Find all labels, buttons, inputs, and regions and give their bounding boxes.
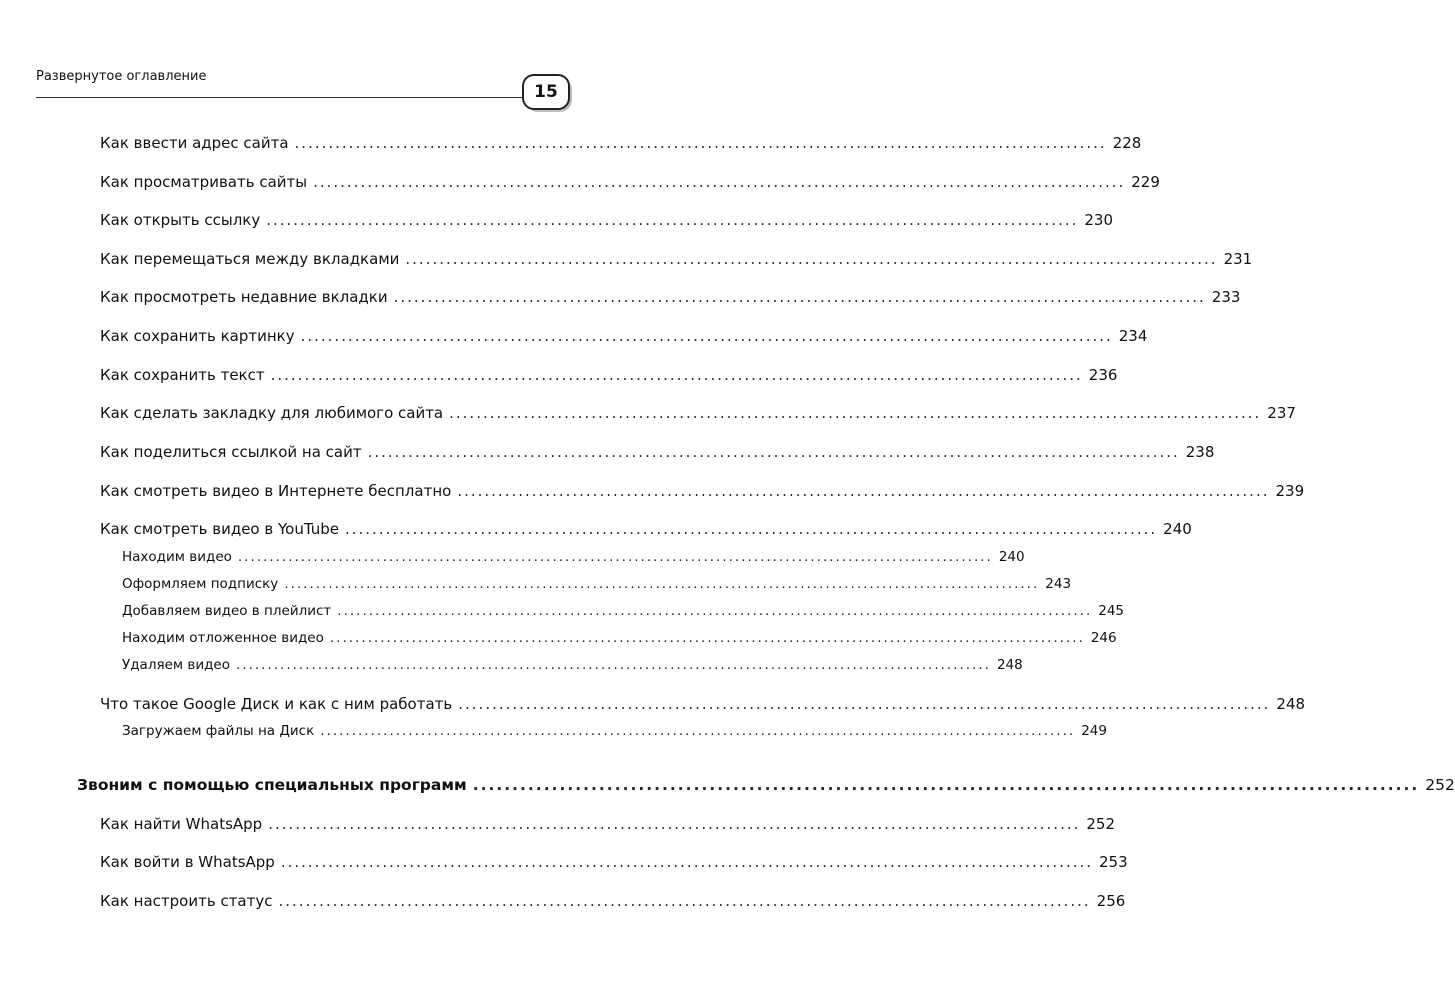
toc-title: Как сохранить текст	[100, 366, 265, 384]
toc-entry	[100, 482, 1305, 500]
dot-leader: ........................................................................................................................	[405, 250, 1218, 268]
toc-title: Как настроить статус	[100, 892, 273, 910]
toc-page: 230	[1084, 211, 1114, 229]
toc-page: 245	[1098, 603, 1125, 619]
toc-page: 240	[998, 549, 1025, 565]
toc-page: 234	[1118, 327, 1148, 345]
dot-leader: ........................................................................................................................	[237, 549, 993, 565]
toc-page: 229	[1131, 173, 1160, 191]
toc-page: 228	[1112, 134, 1142, 152]
toc-title: Добавляем видео в плейлист	[122, 603, 332, 619]
toc-page: 237	[1267, 404, 1296, 422]
toc-page: 233	[1211, 288, 1241, 306]
toc-page: 248	[996, 657, 1023, 673]
dot-leader: ........................................................................................................................	[313, 173, 1126, 191]
toc-title: Как сохранить картинку	[100, 327, 295, 345]
toc-page: 252	[1425, 776, 1455, 794]
dot-leader: ........................................................................................................................	[320, 723, 1076, 739]
toc-chapter	[77, 776, 1455, 794]
toc-subentry	[122, 630, 1117, 646]
dot-leader: ........................................................................................................................	[236, 657, 991, 673]
toc-entry	[100, 892, 1126, 910]
toc-subentry	[122, 657, 1023, 673]
toc-page: 253	[1099, 853, 1128, 871]
dot-leader: ........................................................................................................................	[367, 443, 1180, 461]
dot-leader: ........................................................................................................................	[268, 815, 1081, 833]
dot-leader: ........................................................................................................................	[266, 211, 1079, 229]
running-head: Развернутое оглавление	[36, 69, 207, 84]
toc-page: 246	[1090, 630, 1117, 646]
toc-subentry	[122, 723, 1107, 739]
toc-entry	[100, 815, 1116, 833]
toc-title: Звоним с помощью специальных программ	[77, 776, 467, 794]
page-number: 15	[522, 74, 570, 110]
dot-leader: ........................................................................................................................	[284, 576, 1040, 592]
toc-title: Как перемещаться между вкладками	[100, 250, 400, 268]
toc-page: 238	[1185, 443, 1215, 461]
toc-title: Как сделать закладку для любимого сайта	[100, 404, 444, 422]
dot-leader: ........................................................................................................................	[457, 482, 1270, 500]
dot-leader: ........................................................................................................................	[294, 134, 1107, 152]
toc-page: 236	[1088, 366, 1118, 384]
toc-title: Находим видео	[122, 549, 232, 565]
toc-title: Находим отложенное видео	[122, 630, 324, 646]
dot-leader: ........................................................................................................................	[329, 630, 1085, 646]
toc-page: 252	[1086, 815, 1116, 833]
toc-title: Как просмотреть недавние вкладки	[100, 288, 388, 306]
toc-entry	[100, 327, 1148, 345]
toc-title: Оформляем подписку	[122, 576, 279, 592]
toc-entry	[100, 853, 1128, 871]
toc-subentry	[122, 549, 1025, 565]
dot-leader: ........................................................................................................................	[280, 853, 1094, 871]
toc-page: 231	[1223, 250, 1253, 268]
toc-title: Как просматривать сайты	[100, 173, 308, 191]
dot-leader: ........................................................................................................................	[472, 776, 1420, 794]
header-rule	[36, 97, 524, 98]
toc-title: Как смотреть видео в YouTube	[100, 520, 339, 538]
toc-entry	[100, 250, 1253, 268]
toc-title: Удаляем видео	[122, 657, 230, 673]
toc-entry	[100, 520, 1192, 538]
toc-entry	[100, 134, 1142, 152]
dot-leader: ........................................................................................................................	[393, 288, 1206, 306]
dot-leader: ........................................................................................................................	[337, 603, 1093, 619]
toc-entry	[100, 211, 1114, 229]
toc-page: 240	[1163, 520, 1192, 538]
toc-page: 243	[1045, 576, 1072, 592]
page-number-tab	[522, 74, 574, 114]
toc-entry	[100, 366, 1118, 384]
toc-entry	[100, 443, 1215, 461]
toc-entry	[100, 173, 1160, 191]
toc-title: Загружаем файлы на Диск	[122, 723, 315, 739]
dot-leader: ........................................................................................................................	[449, 404, 1262, 422]
toc-title: Как ввести адрес сайта	[100, 134, 289, 152]
dot-leader: ........................................................................................................................	[344, 520, 1158, 538]
toc-entry	[100, 404, 1296, 422]
toc-title: Как найти WhatsApp	[100, 815, 263, 833]
toc-page: 248	[1276, 695, 1306, 713]
toc-title: Как открыть ссылку	[100, 211, 261, 229]
dot-leader: ........................................................................................................................	[270, 366, 1083, 384]
toc-title: Как войти в WhatsApp	[100, 853, 275, 871]
toc-title: Как смотреть видео в Интернете бесплатно	[100, 482, 452, 500]
dot-leader: ........................................................................................................................	[278, 892, 1091, 910]
dot-leader: ........................................................................................................................	[300, 327, 1113, 345]
toc-title: Что такое Google Диск и как с ним работать	[100, 695, 453, 713]
toc-page: 256	[1096, 892, 1126, 910]
toc-subentry	[122, 603, 1125, 619]
dot-leader: ........................................................................................................................	[458, 695, 1271, 713]
toc-page: 249	[1081, 723, 1107, 739]
toc-entry	[100, 288, 1241, 306]
toc-entry	[100, 695, 1306, 713]
toc-title: Как поделиться ссылкой на сайт	[100, 443, 362, 461]
toc-subentry	[122, 576, 1072, 592]
toc-page: 239	[1275, 482, 1305, 500]
